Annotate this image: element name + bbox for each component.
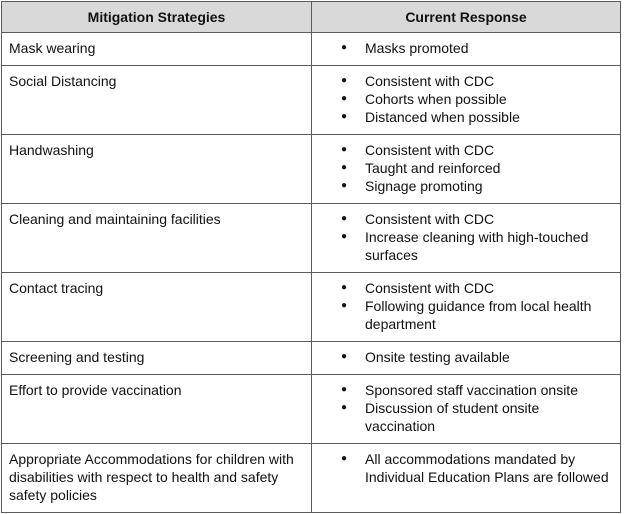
- response-item: ● Consistent with CDC: [365, 210, 613, 228]
- table-row: [2, 66, 621, 135]
- header-mitigation-strategies: Mitigation Strategies: [2, 2, 312, 33]
- response-item: ● Onsite testing available: [365, 348, 613, 366]
- response-item: ● Taught and reinforced: [365, 159, 613, 177]
- strategy-cell: Cleaning and maintaining facilities: [2, 204, 312, 273]
- strategy-cell: Screening and testing: [2, 342, 312, 375]
- response-list: [337, 141, 613, 195]
- strategy-cell: Contact tracing: [2, 273, 312, 342]
- response-list: [337, 39, 613, 57]
- response-list: [337, 381, 613, 435]
- strategy-cell: Effort to provide vaccination: [2, 375, 312, 444]
- response-cell: [312, 342, 621, 375]
- response-list: [337, 210, 613, 264]
- response-item: ● Signage promoting: [365, 177, 613, 195]
- strategy-cell: Appropriate Accommodations for children with disabilities with respect to health and safety safety policies: [2, 444, 312, 513]
- response-cell: [312, 66, 621, 135]
- table-row: [2, 342, 621, 375]
- response-item: ● All accommodations mandated by Individual Education Plans are followed: [365, 450, 613, 486]
- response-item: ● Consistent with CDC: [365, 279, 613, 297]
- response-cell: [312, 135, 621, 204]
- table-row: [2, 135, 621, 204]
- response-cell: [312, 375, 621, 444]
- response-list: [337, 348, 613, 366]
- table-row: [2, 204, 621, 273]
- strategy-cell: Mask wearing: [2, 33, 312, 66]
- mitigation-table-container: [1, 1, 621, 513]
- response-item: ● Consistent with CDC: [365, 141, 613, 159]
- response-item: ● Distanced when possible: [365, 108, 613, 126]
- response-item: ● Sponsored staff vaccination onsite: [365, 381, 613, 399]
- response-cell: [312, 204, 621, 273]
- response-item: ● Increase cleaning with high-touched surfaces: [365, 228, 613, 264]
- response-list: [337, 450, 613, 486]
- table-row: [2, 375, 621, 444]
- response-item: ● Following guidance from local health department: [365, 297, 613, 333]
- table-row: [2, 444, 621, 513]
- table-row: [2, 273, 621, 342]
- response-list: [337, 279, 613, 333]
- response-cell: [312, 273, 621, 342]
- mitigation-table: [1, 1, 621, 513]
- response-item: ● Discussion of student onsite vaccination: [365, 399, 613, 435]
- response-item: ● Consistent with CDC: [365, 72, 613, 90]
- response-item: ● Masks promoted: [365, 39, 613, 57]
- response-cell: [312, 33, 621, 66]
- strategy-cell: Social Distancing: [2, 66, 312, 135]
- response-item: ● Cohorts when possible: [365, 90, 613, 108]
- table-row: [2, 33, 621, 66]
- header-current-response: Current Response: [312, 2, 621, 33]
- response-list: [337, 72, 613, 126]
- header-row: [2, 2, 621, 33]
- response-cell: [312, 444, 621, 513]
- strategy-cell: Handwashing: [2, 135, 312, 204]
